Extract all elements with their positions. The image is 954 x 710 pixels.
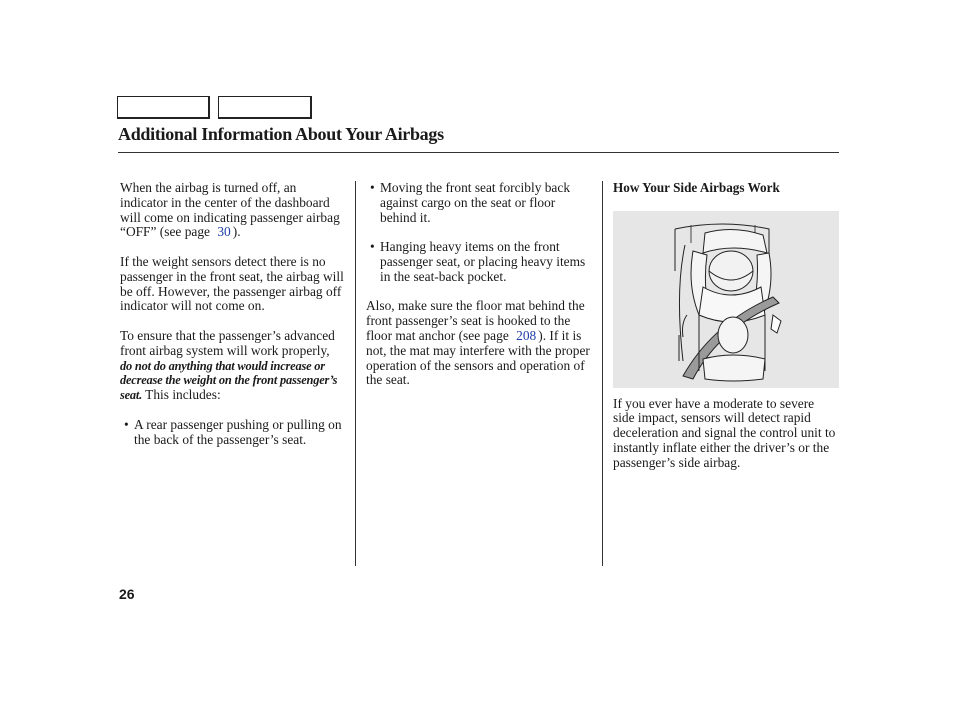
page-number: 26 (119, 586, 135, 602)
paragraph (120, 181, 344, 240)
column-1 (120, 181, 344, 462)
nav-tab-1[interactable] (117, 96, 210, 119)
list-item (366, 240, 594, 284)
paragraph-text: When the airbag is turned off, an indicator in the center of the dashboard will come on indicating passenger airbag “OFF” (see page (120, 180, 340, 240)
paragraph-text: This includes: (145, 387, 221, 403)
page-reference-link[interactable]: 30 (217, 224, 231, 240)
seat-occupant-illustration (613, 211, 839, 388)
paragraph: If you ever have a moderate to severe side impact, sensors will detect rapid deceleration and signal the control unit to instantly inflate either the driver’s or the passenger’s side airbag. (613, 395, 836, 470)
paragraph-text: Also, make sure the floor mat behind the front passenger’s seat is hooked to the floor mat anchor (see page (366, 298, 585, 343)
paragraph (366, 299, 594, 388)
list-item (366, 181, 594, 225)
title-rule (118, 152, 839, 153)
column-divider (602, 181, 603, 566)
page-reference-link[interactable]: 208 (516, 327, 537, 343)
bullet-list (366, 181, 594, 285)
column-divider (355, 181, 356, 566)
emphasis-text: do not do anything that would increase or decrease the weight on the front passenger’s seat. (120, 358, 338, 403)
bullet-icon: • (370, 180, 375, 195)
bullet-icon: • (124, 416, 129, 432)
list-item-text: A rear passenger pushing or pulling on the back of the passenger’s seat. (134, 416, 342, 447)
list-item-text: Hanging heavy items on the front passenger seat, or placing heavy items in the seat-back pocket. (380, 239, 586, 284)
page-title: Additional Information About Your Airbags (118, 124, 444, 144)
list-item-text: Moving the front seat forcibly back against cargo on the seat or floor behind it. (380, 180, 571, 225)
bullet-icon: • (370, 239, 375, 255)
list-item (120, 418, 344, 448)
paragraph (120, 329, 344, 403)
paragraph-text: ). (232, 224, 241, 240)
column-2 (366, 181, 594, 403)
nav-tab-2[interactable] (218, 96, 312, 119)
paragraph-text: To ensure that the passenger’s advanced front airbag system will work properly, (120, 327, 335, 358)
paragraph: If the weight sensors detect there is no passenger in the front seat, the airbag will be off. However, the passenger airbag off indicator will not come on. (120, 253, 344, 314)
bullet-list (120, 418, 344, 448)
section-heading: How Your Side Airbags Work (613, 180, 780, 195)
column-3 (613, 181, 839, 485)
paragraph-text: ). If it is not, the mat may interfere with the proper operation of the sensors and operation of the seat. (366, 327, 590, 388)
